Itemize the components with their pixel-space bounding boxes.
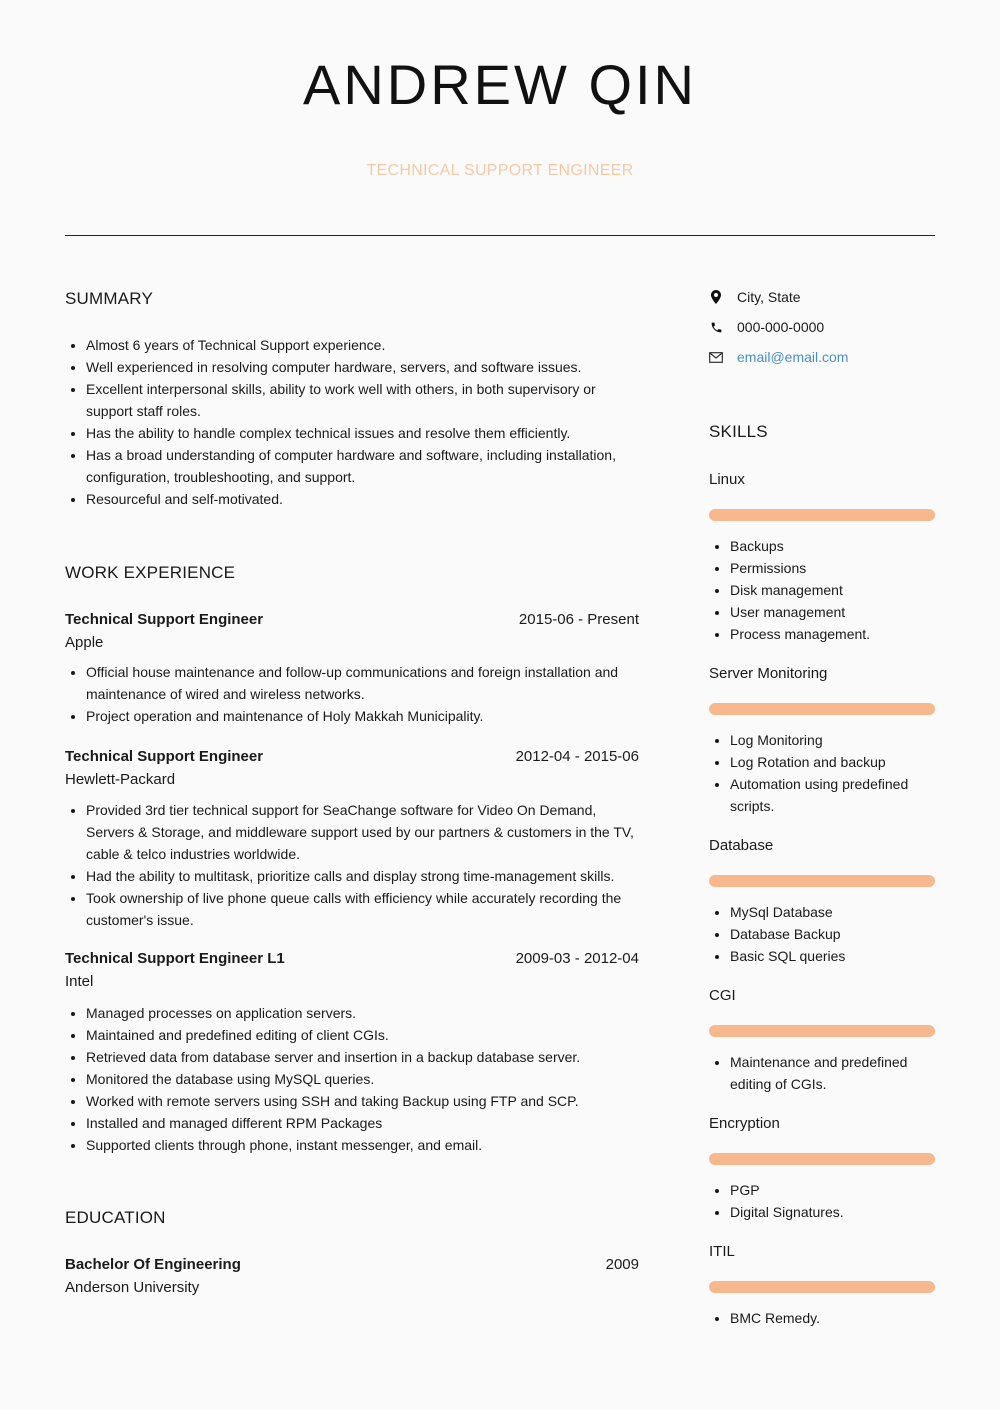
list-item: • Has the ability to handle complex technical issues and resolve them efficiently.	[86, 422, 639, 444]
list-item: • Resourceful and self-motivated.	[86, 488, 639, 510]
header-divider	[65, 235, 935, 236]
job-title: Technical Support Engineer	[65, 611, 264, 628]
phone-text: 000-000-0000	[737, 319, 825, 335]
experience-heading: WORK EXPERIENCE	[65, 563, 236, 582]
skill-group	[709, 469, 935, 645]
list-item: • Backups	[730, 535, 935, 557]
list-item: • Basic SQL queries	[730, 945, 935, 967]
skill-items	[709, 901, 935, 967]
skill-items	[709, 1307, 935, 1329]
skill-level-bar	[709, 1153, 935, 1165]
job-dates: 2009-03 - 2012-04	[515, 950, 639, 967]
location-text: City, State	[737, 289, 801, 305]
list-item: • Monitored the database using MySQL queries.	[86, 1068, 639, 1090]
list-item: • BMC Remedy.	[730, 1307, 935, 1329]
job-title: Technical Support Engineer L1	[65, 950, 285, 967]
skill-group	[709, 835, 935, 967]
contact-block	[709, 282, 935, 372]
graduation-year: 2009	[605, 1256, 639, 1273]
education-heading: EDUCATION	[65, 1208, 166, 1227]
map-pin-icon	[709, 290, 723, 304]
job-entry	[65, 746, 639, 931]
skill-level-bar	[709, 1281, 935, 1293]
email-link[interactable]: email@email.com	[737, 349, 849, 365]
list-item: • Supported clients through phone, instant messenger, and email.	[86, 1134, 639, 1156]
skill-level-bar	[709, 1025, 935, 1037]
envelope-icon	[709, 350, 723, 364]
job-dates: 2015-06 - Present	[518, 611, 639, 628]
job-title-subtitle: TECHNICAL SUPPORT ENGINEER	[366, 162, 634, 179]
skill-name: CGI	[709, 987, 736, 1004]
skill-name: Database	[709, 837, 774, 854]
job-bullets	[65, 661, 639, 727]
contact-location	[709, 282, 935, 312]
skill-items	[709, 729, 935, 817]
skill-group	[709, 663, 935, 817]
summary-section	[65, 288, 639, 510]
list-item: • Almost 6 years of Technical Support experience.	[86, 334, 639, 356]
summary-heading: SUMMARY	[65, 289, 153, 308]
school: Anderson University	[65, 1279, 200, 1296]
degree: Bachelor Of Engineering	[65, 1256, 241, 1273]
skill-level-bar	[709, 875, 935, 887]
list-item: • MySql Database	[730, 901, 935, 923]
skill-name: Encryption	[709, 1115, 780, 1132]
skills-heading: SKILLS	[709, 422, 768, 441]
job-entry	[65, 948, 639, 1156]
skill-name: Linux	[709, 471, 745, 488]
list-item: • Took ownership of live phone queue calls with efficiency while accurately recording the customer's issue.	[86, 887, 639, 931]
contact-email	[709, 342, 935, 372]
job-dates: 2012-04 - 2015-06	[515, 748, 639, 765]
list-item: • Log Monitoring	[730, 729, 935, 751]
list-item: • Maintenance and predefined editing of CGIs.	[730, 1051, 935, 1095]
job-entry	[65, 609, 639, 727]
skill-level-bar	[709, 509, 935, 521]
list-item: • Database Backup	[730, 923, 935, 945]
education-section	[65, 1207, 639, 1300]
job-company: Apple	[65, 634, 104, 651]
list-item: • User management	[730, 601, 935, 623]
job-company: Intel	[65, 973, 94, 990]
list-item: • Excellent interpersonal skills, ability to work well with others, in both supervisory or support staff roles.	[86, 378, 639, 422]
list-item: • Permissions	[730, 557, 935, 579]
skill-group	[709, 985, 935, 1095]
list-item: • Automation using predefined scripts.	[730, 773, 935, 817]
job-company: Hewlett-Packard	[65, 771, 176, 788]
phone-icon	[709, 320, 723, 334]
skill-items	[709, 1179, 935, 1223]
list-item: • Worked with remote servers using SSH and taking Backup using FTP and SCP.	[86, 1090, 639, 1112]
skill-items	[709, 535, 935, 645]
list-item: • Process management.	[730, 623, 935, 645]
list-item: • Retrieved data from database server and insertion in a backup database server.	[86, 1046, 639, 1068]
list-item: • Log Rotation and backup	[730, 751, 935, 773]
list-item: • Digital Signatures.	[730, 1201, 935, 1223]
list-item: • Official house maintenance and follow-up communications and foreign installation and maintenance of wired and wireless networks.	[86, 661, 639, 705]
job-title: Technical Support Engineer	[65, 748, 264, 765]
list-item: • Disk management	[730, 579, 935, 601]
list-item: • Provided 3rd tier technical support for SeaChange software for Video On Demand, Servers & Storage, and middleware support used by our partners & customers in the TV, cable & telco industries worldwide.	[86, 799, 639, 865]
list-item: • Installed and managed different RPM Packages	[86, 1112, 639, 1134]
summary-list	[65, 334, 639, 510]
job-bullets	[65, 1002, 639, 1156]
list-item: • Managed processes on application servers.	[86, 1002, 639, 1024]
skill-level-bar	[709, 703, 935, 715]
list-item: • Has a broad understanding of computer hardware and software, including installation, configuration, troubleshooting, and support.	[86, 444, 639, 488]
candidate-name: ANDREW QIN	[303, 53, 697, 116]
list-item: • Well experienced in resolving computer hardware, servers, and software issues.	[86, 356, 639, 378]
experience-section	[65, 562, 639, 1156]
skill-name: Server Monitoring	[709, 665, 828, 682]
main-column	[65, 288, 639, 1300]
list-item: • Maintained and predefined editing of client CGIs.	[86, 1024, 639, 1046]
sidebar	[709, 288, 935, 1329]
skill-group	[709, 1113, 935, 1223]
job-bullets	[65, 799, 639, 931]
list-item: • Had the ability to multitask, prioritize calls and display strong time-management skills.	[86, 865, 639, 887]
list-item: • Project operation and maintenance of Holy Makkah Municipality.	[86, 705, 639, 727]
skill-group	[709, 1241, 935, 1329]
contact-phone	[709, 312, 935, 342]
skill-items	[709, 1051, 935, 1095]
skill-name: ITIL	[709, 1243, 735, 1260]
list-item: • PGP	[730, 1179, 935, 1201]
